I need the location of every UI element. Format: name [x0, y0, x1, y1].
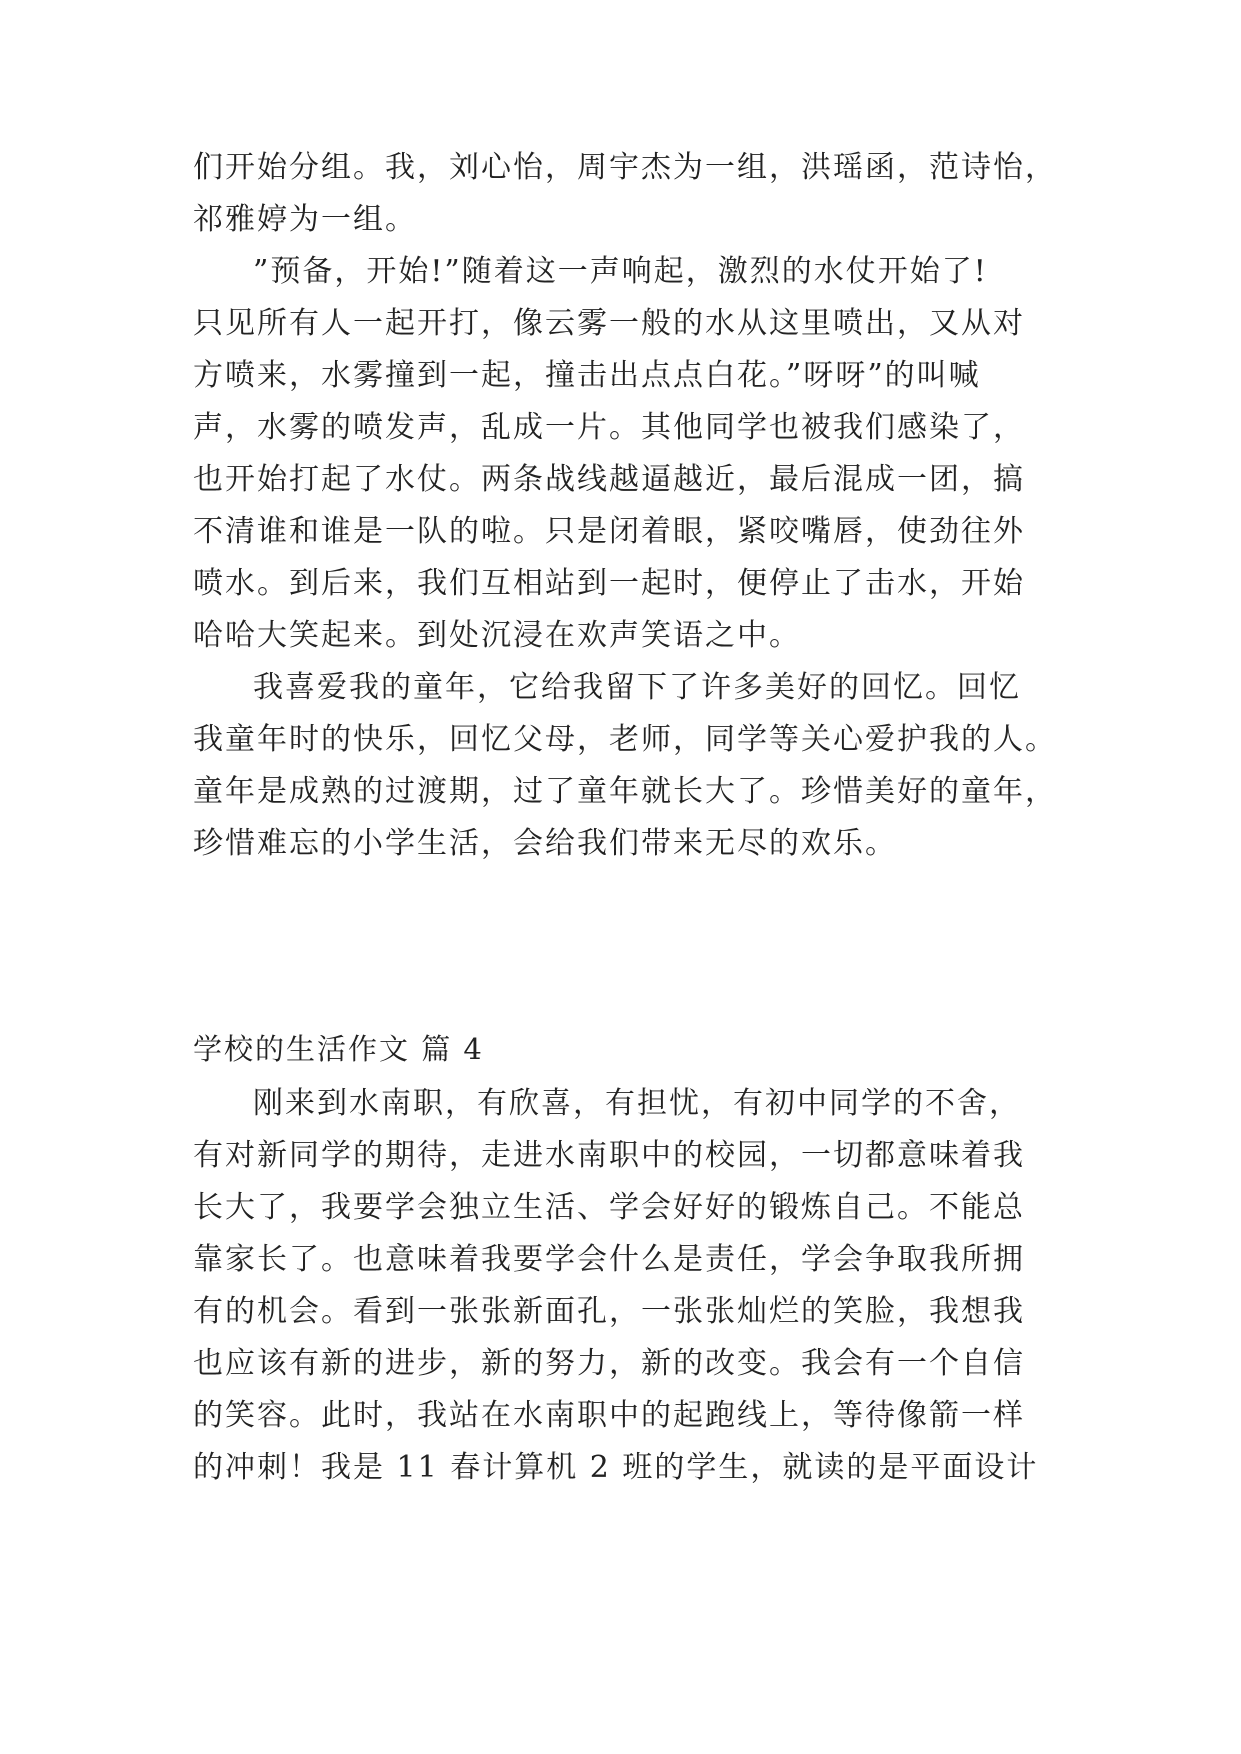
text-line: 祁雅婷为一组。 — [193, 202, 417, 237]
section-heading: 学校的生活作文 篇 4 — [193, 1032, 484, 1066]
text-line: 不清谁和谁是一队的啦。只是闭着眼，紧咬嘴唇，使劲往外 — [193, 514, 1025, 549]
text-line: 我喜爱我的童年，它给我留下了许多美好的回忆。回忆 — [253, 670, 1021, 705]
text-line: 也应该有新的进步，新的努力，新的改变。我会有一个自信 — [193, 1346, 1025, 1381]
text-line: 也开始打起了水仗。两条战线越逼越近，最后混成一团，搞 — [193, 462, 1025, 497]
text-line: 们开始分组。我，刘心怡，周宇杰为一组，洪瑶函，范诗怡， — [193, 150, 1057, 185]
text-line: 靠家长了。也意味着我要学会什么是责任，学会争取我所拥 — [193, 1242, 1025, 1277]
text-line: 喷水。到后来，我们互相站到一起时，便停止了击水，开始 — [193, 566, 1025, 601]
text-line: 声，水雾的喷发声，乱成一片。其他同学也被我们感染了， — [193, 410, 1025, 445]
text-line: 童年是成熟的过渡期，过了童年就长大了。珍惜美好的童年， — [193, 774, 1057, 809]
text-line: 的笑容。此时，我站在水南职中的起跑线上，等待像箭一样 — [193, 1398, 1025, 1433]
text-line: 珍惜难忘的小学生活，会给我们带来无尽的欢乐。 — [193, 826, 897, 861]
text-line: 长大了，我要学会独立生活、学会好好的锻炼自己。不能总 — [193, 1190, 1025, 1225]
text-line: 方喷来，水雾撞到一起，撞击出点点白花。”呀呀”的叫喊 — [193, 358, 981, 393]
text-line: 的冲刺！我是 11 春计算机 2 班的学生，就读的是平面设计 — [193, 1450, 1039, 1485]
text-line: 刚来到水南职，有欣喜，有担忧，有初中同学的不舍， — [253, 1086, 1021, 1121]
text-line: 有的机会。看到一张张新面孔，一张张灿烂的笑脸，我想我 — [193, 1294, 1025, 1329]
text-line: 只见所有人一起开打，像云雾一般的水从这里喷出，又从对 — [193, 306, 1025, 341]
text-line: 哈哈大笑起来。到处沉浸在欢声笑语之中。 — [193, 618, 801, 653]
text-line: ”预备，开始!”随着这一声响起，激烈的水仗开始了! — [253, 254, 988, 289]
text-line: 有对新同学的期待，走进水南职中的校园，一切都意味着我 — [193, 1138, 1025, 1173]
text-line: 我童年时的快乐，回忆父母，老师，同学等关心爱护我的人。 — [193, 722, 1057, 757]
